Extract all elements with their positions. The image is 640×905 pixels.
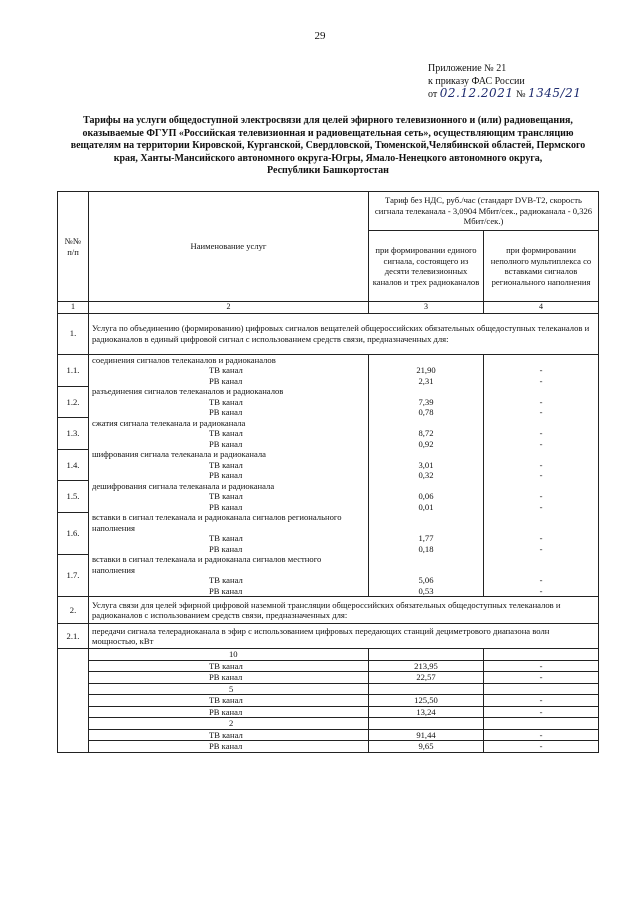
item-label: соединения сигналов телеканалов и радиоканалов [89,354,369,365]
tv-row [58,397,599,408]
item-label-row [58,418,599,429]
tv-label: ТВ канал [89,575,369,586]
tv-row [58,729,599,741]
item-label: шифрования сигнала телеканала и радиоканала [89,449,369,460]
tv-label: ТВ канал [89,460,369,471]
section-2-text: Услуга связи для целей эфирной цифровой наземной трансляции общероссийских обязательных общедоступных телеканалов и радиоканалов с использованием средств связи, предназначенных для: [89,597,599,624]
rv-row [58,544,599,555]
tv-value-col3: 7,39 [369,397,484,408]
tv-value-col3: 125,50 [369,695,484,707]
item-label-row [58,386,599,397]
appendix-from: от [428,89,438,100]
rv-value-col4: - [484,741,599,753]
tv-value-col4: - [484,729,599,741]
empty-cell [369,449,484,460]
tv-value-col3: 0,06 [369,491,484,502]
power-value: 10 [89,649,369,661]
rv-label: РВ канал [89,439,369,450]
item-num: 1.3. [58,418,89,450]
item-num: 1.1. [58,354,89,386]
appendix-no-label: № [515,89,526,100]
tv-label: ТВ канал [89,428,369,439]
item-label-row [58,449,599,460]
title-line: оказываемые ФГУП «Российская телевизионная и радиовещательная сеть», осуществляющим трансляцию [82,127,574,139]
tv-label: ТВ канал [89,695,369,707]
rv-label: РВ канал [89,706,369,718]
tv-value-col4: - [484,575,599,586]
tv-label: ТВ канал [89,533,369,544]
item-label: вставки в сигнал телеканала и радиоканала сигналов местного наполнения [89,554,369,575]
tv-value-col3: 91,44 [369,729,484,741]
rv-label: РВ канал [89,376,369,387]
item-label: вставки в сигнал телеканала и радиоканала сигналов регионального наполнения [89,512,369,533]
tv-value-col3: 3,01 [369,460,484,471]
empty-cell [369,718,484,730]
rv-label: РВ канал [89,407,369,418]
item-label: разъединения сигналов телеканалов и радиоканалов [89,386,369,397]
rv-row [58,439,599,450]
header-name: Наименование услуг [89,192,369,302]
rv-value-col4: - [484,502,599,513]
empty-cell [369,354,484,365]
empty-cell [369,683,484,695]
tv-label: ТВ канал [89,660,369,672]
tv-row [58,365,599,376]
rv-row [58,470,599,481]
tv-value-col4: - [484,660,599,672]
empty-cell [369,554,484,575]
empty-cell [369,386,484,397]
empty-cell [484,718,599,730]
rv-value-col3: 0,01 [369,502,484,513]
rv-value-col3: 2,31 [369,376,484,387]
tv-label: ТВ канал [89,365,369,376]
rv-value-col4: - [484,407,599,418]
item-num: 1.7. [58,554,89,597]
empty-cell [484,354,599,365]
appendix-number: 1345/21 [528,86,582,100]
rv-label: РВ канал [89,544,369,555]
item-num: 1.5. [58,481,89,513]
item-label: дешифрования сигнала телеканала и радиоканала [89,481,369,492]
rv-row [58,741,599,753]
header-tariff: Тариф без НДС, руб./час (стандарт DVB-T2, скорость сигнала телеканала - 3,0904 Мбит/сек., радиоканала - 0,326 Мбит/сек.) [369,192,599,231]
rv-value-col3: 0,78 [369,407,484,418]
tv-value-col3: 213,95 [369,660,484,672]
power-value: 2 [89,718,369,730]
appendix-line2: к приказу ФАС России [428,76,525,87]
section-1-items [58,354,599,597]
empty-cell [484,683,599,695]
tv-value-col4: - [484,491,599,502]
item-label-row [58,354,599,365]
colnum-4: 4 [484,302,599,314]
rv-value-col4: - [484,544,599,555]
empty-cell [369,512,484,533]
tv-value-col4: - [484,428,599,439]
tv-row [58,575,599,586]
colnum-3: 3 [369,302,484,314]
empty-cell [484,554,599,575]
title-line: Республики Башкортостан [267,165,389,176]
tv-value-col3: 1,77 [369,533,484,544]
power-row [58,649,599,661]
empty-cell [369,418,484,429]
rv-value-col3: 13,24 [369,706,484,718]
item-num: 1.4. [58,449,89,481]
header-col3: при формировании единого сигнала, состоящего из десяти телевизионных каналов и трех радиоканалов [369,231,484,302]
title-line: края, Ханты-Мансийского автономного округа-Югры, Ямало-Ненецкого автономного округа, [113,152,543,164]
item-num: 1.2. [58,386,89,418]
rv-label: РВ канал [89,502,369,513]
tv-label: ТВ канал [89,729,369,741]
rv-row [58,706,599,718]
rv-value-col4: - [484,439,599,450]
rv-value-col4: - [484,672,599,684]
empty-cell [369,481,484,492]
item-label: сжатия сигнала телеканала и радиоканала [89,418,369,429]
power-value: 5 [89,683,369,695]
appendix-line3 [428,87,581,101]
tv-value-col3: 8,72 [369,428,484,439]
tv-row [58,460,599,471]
tv-value-col4: - [484,460,599,471]
tv-value-col4: - [484,533,599,544]
tv-row [58,533,599,544]
colnum-1: 1 [58,302,89,314]
empty-cell [484,481,599,492]
rv-label: РВ канал [89,741,369,753]
rv-label: РВ канал [89,586,369,597]
tv-label: ТВ канал [89,397,369,408]
empty-cell [484,512,599,533]
rv-value-col4: - [484,706,599,718]
tv-row [58,428,599,439]
appendix-line1: Приложение № 21 [428,63,507,74]
appendix-date: 02.12.2021 [439,86,514,100]
tv-row [58,491,599,502]
rv-value-col3: 0,18 [369,544,484,555]
item-label-row [58,481,599,492]
rv-row [58,672,599,684]
rv-value-col4: - [484,470,599,481]
section-2-1-text: передачи сигнала телерадиоканала в эфир с использованием цифровых передающих станций дециметрового диапазона волн мощностью, кВт [89,624,599,649]
rv-value-col4: - [484,376,599,387]
document-title [48,115,608,178]
section-1-num: 1. [58,313,89,354]
tv-value-col3: 21,90 [369,365,484,376]
rv-row [58,407,599,418]
rv-value-col3: 0,53 [369,586,484,597]
tv-value-col4: - [484,397,599,408]
tv-row [58,660,599,672]
section-2-num: 2. [58,597,89,624]
page-number: 29 [314,30,326,42]
rv-value-col4: - [484,586,599,597]
item-num: 1.6. [58,512,89,554]
tv-value-col4: - [484,365,599,376]
rv-label: РВ канал [89,470,369,481]
empty-cell [369,649,484,661]
power-row [58,718,599,730]
rv-row [58,586,599,597]
section-2-1-power-groups [58,649,599,753]
rv-value-col3: 9,65 [369,741,484,753]
rv-row [58,502,599,513]
header-col4: при формировании неполного мультиплекса со вставками сигналов регионального наполнения [484,231,599,302]
power-row [58,683,599,695]
tv-value-col3: 5,06 [369,575,484,586]
title-line: вещателям на территории Кировской, Курганской, Свердловской, Тюменской,Челябинской областей, Пермского [70,140,586,151]
colnum-2: 2 [89,302,369,314]
header-num: №№ п/п [58,192,89,302]
item-label-row [58,554,599,575]
empty-num-cell [58,649,89,753]
section-2-1-num: 2.1. [58,624,89,649]
section-1-text: Услуга по объединению (формированию) цифровых сигналов вещателей общероссийских обязательных общедоступных телеканалов и радиоканалов в единый цифровой сигнал с использованием средств связи, предназначенных для: [89,313,599,354]
rv-value-col3: 22,57 [369,672,484,684]
tv-row [58,695,599,707]
rv-row [58,376,599,387]
rv-value-col3: 0,92 [369,439,484,450]
title-line: Тарифы на услуги общедоступной электросвязи для целей эфирного телевизионного и (или) радиовещания, [83,115,573,126]
rv-value-col3: 0,32 [369,470,484,481]
tariff-table [57,191,599,753]
tv-value-col4: - [484,695,599,707]
empty-cell [484,449,599,460]
item-label-row [58,512,599,533]
empty-cell [484,649,599,661]
rv-label: РВ канал [89,672,369,684]
empty-cell [484,386,599,397]
empty-cell [484,418,599,429]
tv-label: ТВ канал [89,491,369,502]
